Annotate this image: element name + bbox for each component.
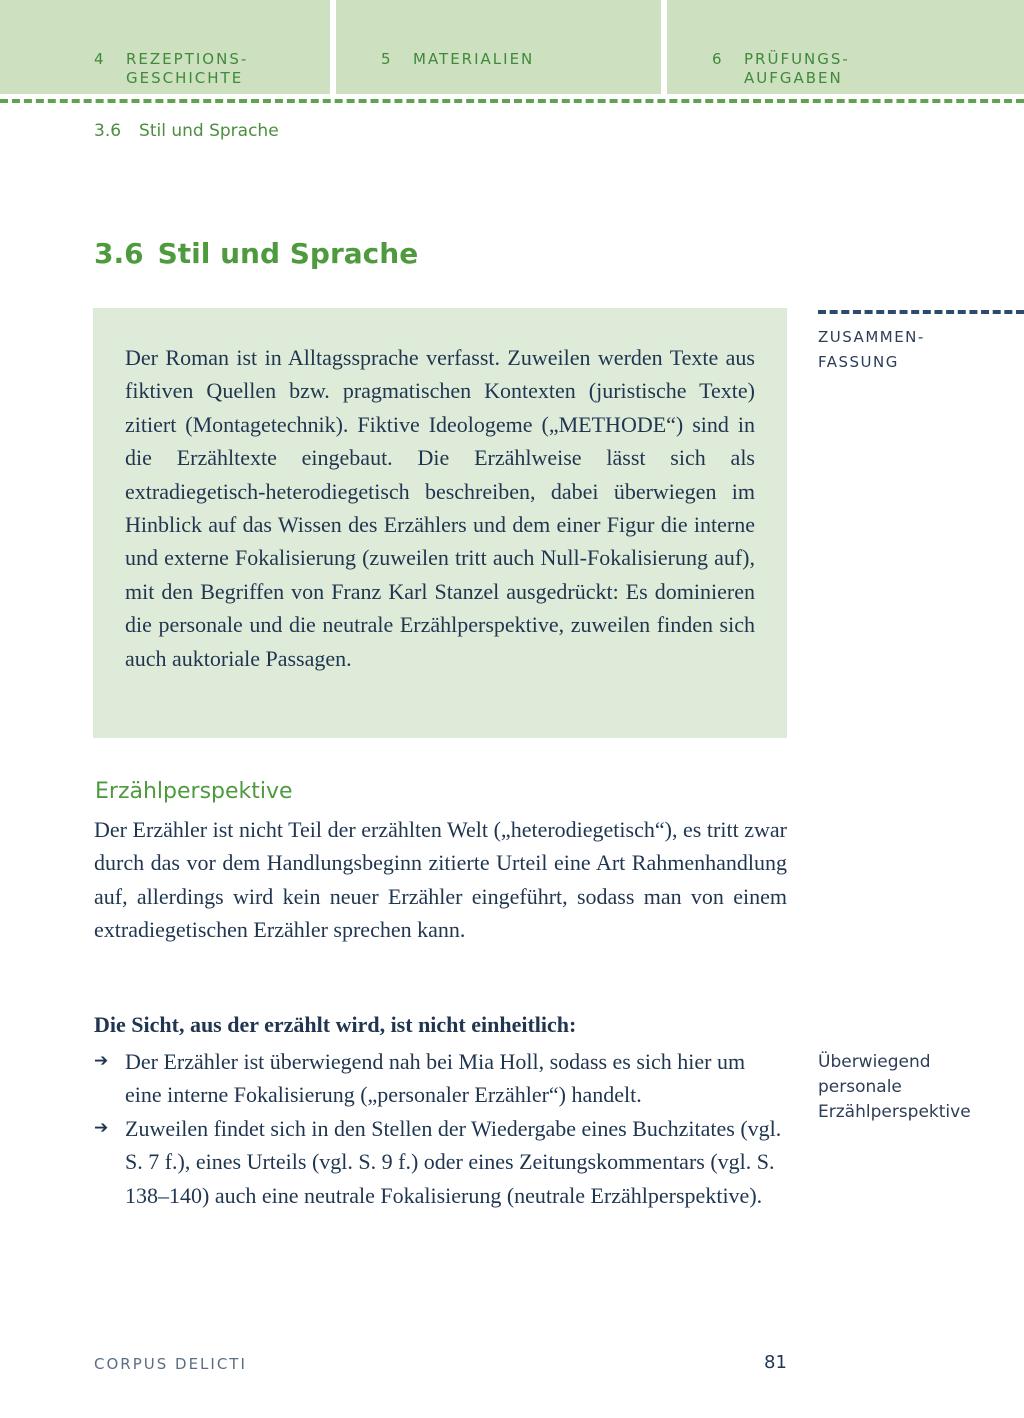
header-divider [0, 99, 1024, 103]
nav-tab-number: 5 [381, 50, 393, 68]
body-paragraph: Der Erzähler ist nicht Teil der erzählten Welt („heterodiegetisch“), es tritt zwar durch das vor dem Handlungsbeginn zitierte Urteil eine Art Rahmenhandlung auf, allerdings wird kein neuer Erzähler eingeführt, sodass man von einem extradiegetischen Erzähler sprechen kann. [94, 817, 787, 943]
bold-subheading: Die Sicht, aus der erzählt wird, ist nicht einheitlich: [94, 1012, 577, 1037]
nav-tab-materialien[interactable] [336, 0, 661, 94]
nav-tab-rezeptionsgeschichte[interactable] [0, 0, 330, 94]
margin-divider [818, 310, 1024, 314]
running-header: 3.6 Stil und Sprache [94, 121, 279, 141]
chapter-navigation [0, 0, 1024, 94]
page-number: 81 [764, 1352, 787, 1373]
nav-tab-label: MATERIALIEN [413, 50, 535, 68]
summary-box [93, 308, 787, 738]
summary-margin-label: ZUSAMMEN- FASSUNG [818, 328, 925, 371]
book-title: CORPUS DELICTI [94, 1355, 247, 1373]
nav-tab-number: 6 [712, 50, 724, 68]
arrow-right-icon: ➔ [94, 1051, 109, 1071]
arrow-right-icon: ➔ [94, 1117, 109, 1138]
summary-text: Der Roman ist in Alltagssprache verfasst. Zuweilen werden Texte aus fiktiven Quellen bzw. pragmatischen Kontexten (juristische Texte) zitiert (Montagetechnik). Fiktive Ideologeme („METHODE“) sind in die Erzähltexte eingebaut. Die Erzählweise lässt sich als extradiegetisch-heterodiegetisch beschreiben, dabei überwiegen im Hinblick auf das Wissen des Erzählers und dem einer Figur die interne und externe Fokalisierung (zuweilen tritt auch Null-Fokalisierung auf), mit den Begriffen von Franz Karl Stanzel ausgedrückt: Es dominieren die personale und die neutrale Erzählperspektive, zuweilen finden sich auch auktoriale Passagen. [125, 345, 755, 671]
nav-tab-number: 4 [94, 50, 106, 68]
nav-tab-label: PRÜFUNGS- AUFGABEN [744, 50, 850, 87]
nav-tab-pruefungsaufgaben[interactable] [667, 0, 1024, 94]
list-item: ➔ Zuweilen findet sich in den Stellen der Wiedergabe eines Buchzitates (vgl. S. 7 f.), eines Urteils (vgl. S. 9 f.) oder eines Zeitungskommentars (vgl. S. 138–140) auch eine neutrale Fokalisierung (neutrale Erzählperspektive). [94, 1112, 787, 1212]
margin-note: Überwiegend personale Erzählperspektive [818, 1052, 971, 1122]
subsection-heading: Erzählperspektive [95, 779, 293, 804]
arrow-list [94, 1045, 787, 1212]
list-item: ➔ Der Erzähler ist überwiegend nah bei Mia Holl, sodass es sich hier um eine interne Fokalisierung („personaler Erzähler“) handelt. [94, 1045, 787, 1112]
nav-tab-label: REZEPTIONS- GESCHICHTE [126, 50, 249, 87]
section-heading: 3.6 Stil und Sprache [94, 237, 419, 270]
